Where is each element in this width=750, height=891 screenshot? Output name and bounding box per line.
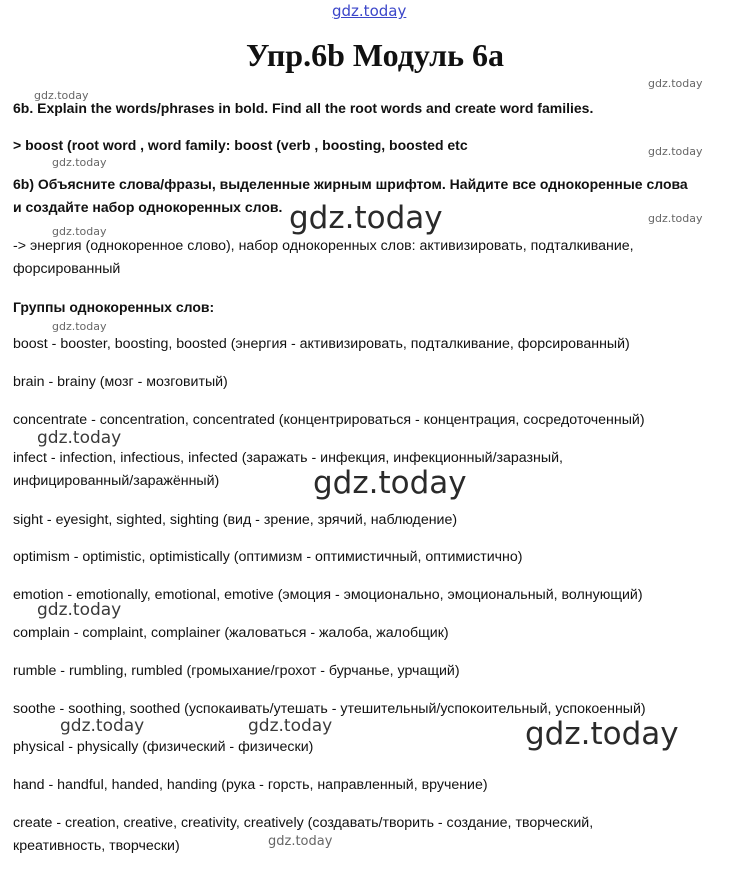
- watermark-link-top[interactable]: gdz.today: [332, 2, 407, 20]
- watermark-medium: gdz.today: [248, 716, 333, 736]
- example-russian-line: форсированный: [13, 261, 121, 277]
- page-title: Упр.6b Модуль 6a: [245, 37, 504, 73]
- task-english: 6b. Explain the words/phrases in bold. Find all the root words and create word families.: [13, 100, 594, 116]
- watermark: gdz.today: [648, 145, 703, 158]
- word-family-item-continued: креативность, творчески): [13, 838, 180, 854]
- word-family-item: boost - booster, boosting, boosted (энергия - активизировать, подталкивание, форсированный): [13, 336, 630, 352]
- word-family-item: rumble - rumbling, rumbled (громыхание/грохот - бурчанье, урчащий): [13, 663, 460, 679]
- word-family-item: optimism - optimistic, optimistically (оптимизм - оптимистичный, оптимистично): [13, 549, 523, 565]
- watermark-large: gdz.today: [313, 465, 467, 501]
- watermark: gdz.today: [648, 77, 703, 90]
- word-family-item-continued: инфицированный/заражённый): [13, 473, 220, 489]
- example-english: > boost (root word , word family: boost (verb , boosting, boosted etc: [13, 137, 468, 153]
- watermark: gdz.today: [52, 225, 107, 238]
- watermark-large: gdz.today: [289, 200, 443, 236]
- example-russian-line: -> энергия (однокоренное слово), набор однокоренных слов: активизировать, подталкивание,: [13, 238, 634, 254]
- watermark-medium: gdz.today: [37, 600, 122, 620]
- word-family-item: sight - eyesight, sighted, sighting (вид - зрение, зрячий, наблюдение): [13, 512, 458, 528]
- watermark: gdz.today: [52, 320, 107, 333]
- word-family-item: brain - brainy (мозг - мозговитый): [13, 374, 228, 390]
- watermark-medium: gdz.today: [60, 716, 145, 736]
- watermark-medium: gdz.today: [37, 428, 122, 448]
- word-family-item: emotion - emotionally, emotional, emotive (эмоция - эмоционально, эмоциональный, волнующий): [13, 587, 643, 603]
- watermark-large: gdz.today: [525, 716, 679, 752]
- word-family-item: hand - handful, handed, handing (рука - горсть, направленный, вручение): [13, 777, 488, 793]
- watermark: gdz.today: [648, 212, 703, 225]
- word-family-item: concentrate - concentration, concentrated (концентрироваться - концентрация, сосредоточенный): [13, 412, 645, 428]
- task-russian-line: 6b) Объясните слова/фразы, выделенные жирным шрифтом. Найдите все однокоренные слова: [13, 176, 688, 192]
- task-russian-line: и создайте набор однокоренных слов.: [13, 199, 283, 215]
- word-family-item: physical - physically (физический - физически): [13, 739, 314, 755]
- groups-heading: Группы однокоренных слов:: [13, 299, 215, 315]
- word-family-item: create - creation, creative, creativity, creatively (создавать/творить - создание, творческий,: [13, 815, 594, 831]
- watermark: gdz.today: [34, 89, 89, 102]
- watermark: gdz.today: [268, 834, 333, 849]
- watermark: gdz.today: [52, 156, 107, 169]
- word-family-item: soothe - soothing, soothed (успокаивать/утешать - утешительный/успокоительный, успокоенный): [13, 701, 646, 717]
- word-family-item: infect - infection, infectious, infected (заражать - инфекция, инфекционный/заразный,: [13, 450, 563, 466]
- word-family-item: complain - complaint, complainer (жаловаться - жалоба, жалобщик): [13, 625, 449, 641]
